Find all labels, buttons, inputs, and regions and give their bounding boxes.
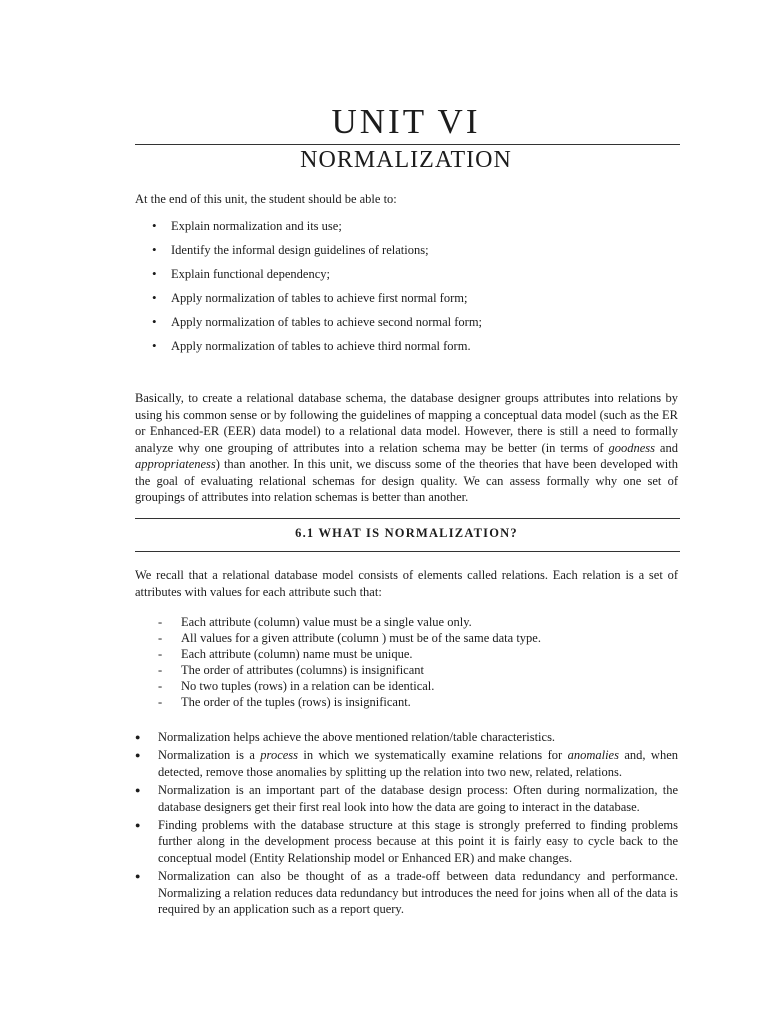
property-item: - The order of the tuples (rows) is insignificant.: [158, 694, 541, 710]
property-item: - The order of attributes (columns) is insignificant: [158, 662, 541, 678]
term-goodness: goodness: [608, 440, 655, 455]
property-item: - No two tuples (rows) in a relation can be identical.: [158, 678, 541, 694]
property-item: - All values for a given attribute (column ) must be of the same data type.: [158, 630, 541, 646]
chapter-title: NORMALIZATION: [300, 147, 512, 173]
bullet-item: ● Finding problems with the database structure at this stage is strongly preferred to finding problems further along in the development process because at this point it is fairly easy to cycle back to the conceptual model (Entity Relationship model or Enhanced ER) and make changes.: [135, 817, 678, 866]
intro-text: and: [654, 440, 678, 455]
objectives-intro: At the end of this unit, the student should be able to:: [135, 192, 397, 206]
bullet-text: in which we systematically examine relations for: [298, 748, 568, 763]
property-item: - Each attribute (column) value must be a single value only.: [158, 614, 541, 630]
bullet-item: ● Normalization is an important part of the database design process: Often during normalization, the database designers get their first real look into how the data are going to interact in the database.: [135, 782, 678, 815]
relation-properties-list: [158, 614, 541, 710]
objective-item: • Explain normalization and its use;: [152, 218, 482, 242]
objective-item: • Apply normalization of tables to achieve third normal form.: [152, 338, 482, 362]
property-item: - Each attribute (column) name must be unique.: [158, 646, 541, 662]
objective-item: • Identify the informal design guidelines of relations;: [152, 242, 482, 266]
bullet-item: ● Normalization helps achieve the above mentioned relation/table characteristics.: [135, 729, 678, 745]
objective-item: • Apply normalization of tables to achieve first normal form;: [152, 290, 482, 314]
bullet-text: and, when detected, remove those anomalies by splitting up the relation into two new, related, relations.: [158, 748, 679, 779]
intro-text: ) than another. In this unit, we discuss some of the theories that have been developed with the goal of evaluating relational schemas for design quality. We can assess formally why one set of groupings of attributes into relation schemas is better than another.: [135, 457, 678, 504]
intro-text: Basically, to create a relational database schema, the database designer groups attributes into relations by using his common sense or by following the guidelines of mapping a conceptual data model (such as the ER or Enhanced-ER (EER) data model) to a relational data model. However, there is still a need to formally analyze why one grouping of attributes into a relation schema may be better (in terms of: [135, 391, 678, 455]
bullet-text: Normalization is a: [158, 748, 261, 763]
unit-title: UNIT VI: [331, 102, 481, 141]
section-rule-bottom: [135, 551, 680, 552]
section-intro: We recall that a relational database model consists of elements called relations. Each relation is a set of attributes with values for each attribute such that:: [135, 568, 678, 599]
section-title: 6.1 WHAT IS NORMALIZATION?: [295, 526, 518, 540]
normalization-bullets: [135, 729, 678, 919]
objectives-list: [152, 218, 482, 362]
bullet-item: [135, 747, 678, 780]
term-anomalies: anomalies: [567, 748, 619, 763]
term-appropriateness: appropriateness: [135, 457, 216, 471]
bullet-item: ● Normalization can also be thought of as a trade-off between data redundancy and performance. Normalizing a relation reduces data redundancy but introduces the need for joins when all of the data is required by an application such as a report query.: [135, 868, 678, 917]
objective-item: • Apply normalization of tables to achieve second normal form;: [152, 314, 482, 338]
term-process: process: [260, 748, 299, 763]
objective-item: • Explain functional dependency;: [152, 266, 482, 290]
intro-paragraph: [135, 390, 678, 506]
section-rule-top: [135, 518, 680, 519]
